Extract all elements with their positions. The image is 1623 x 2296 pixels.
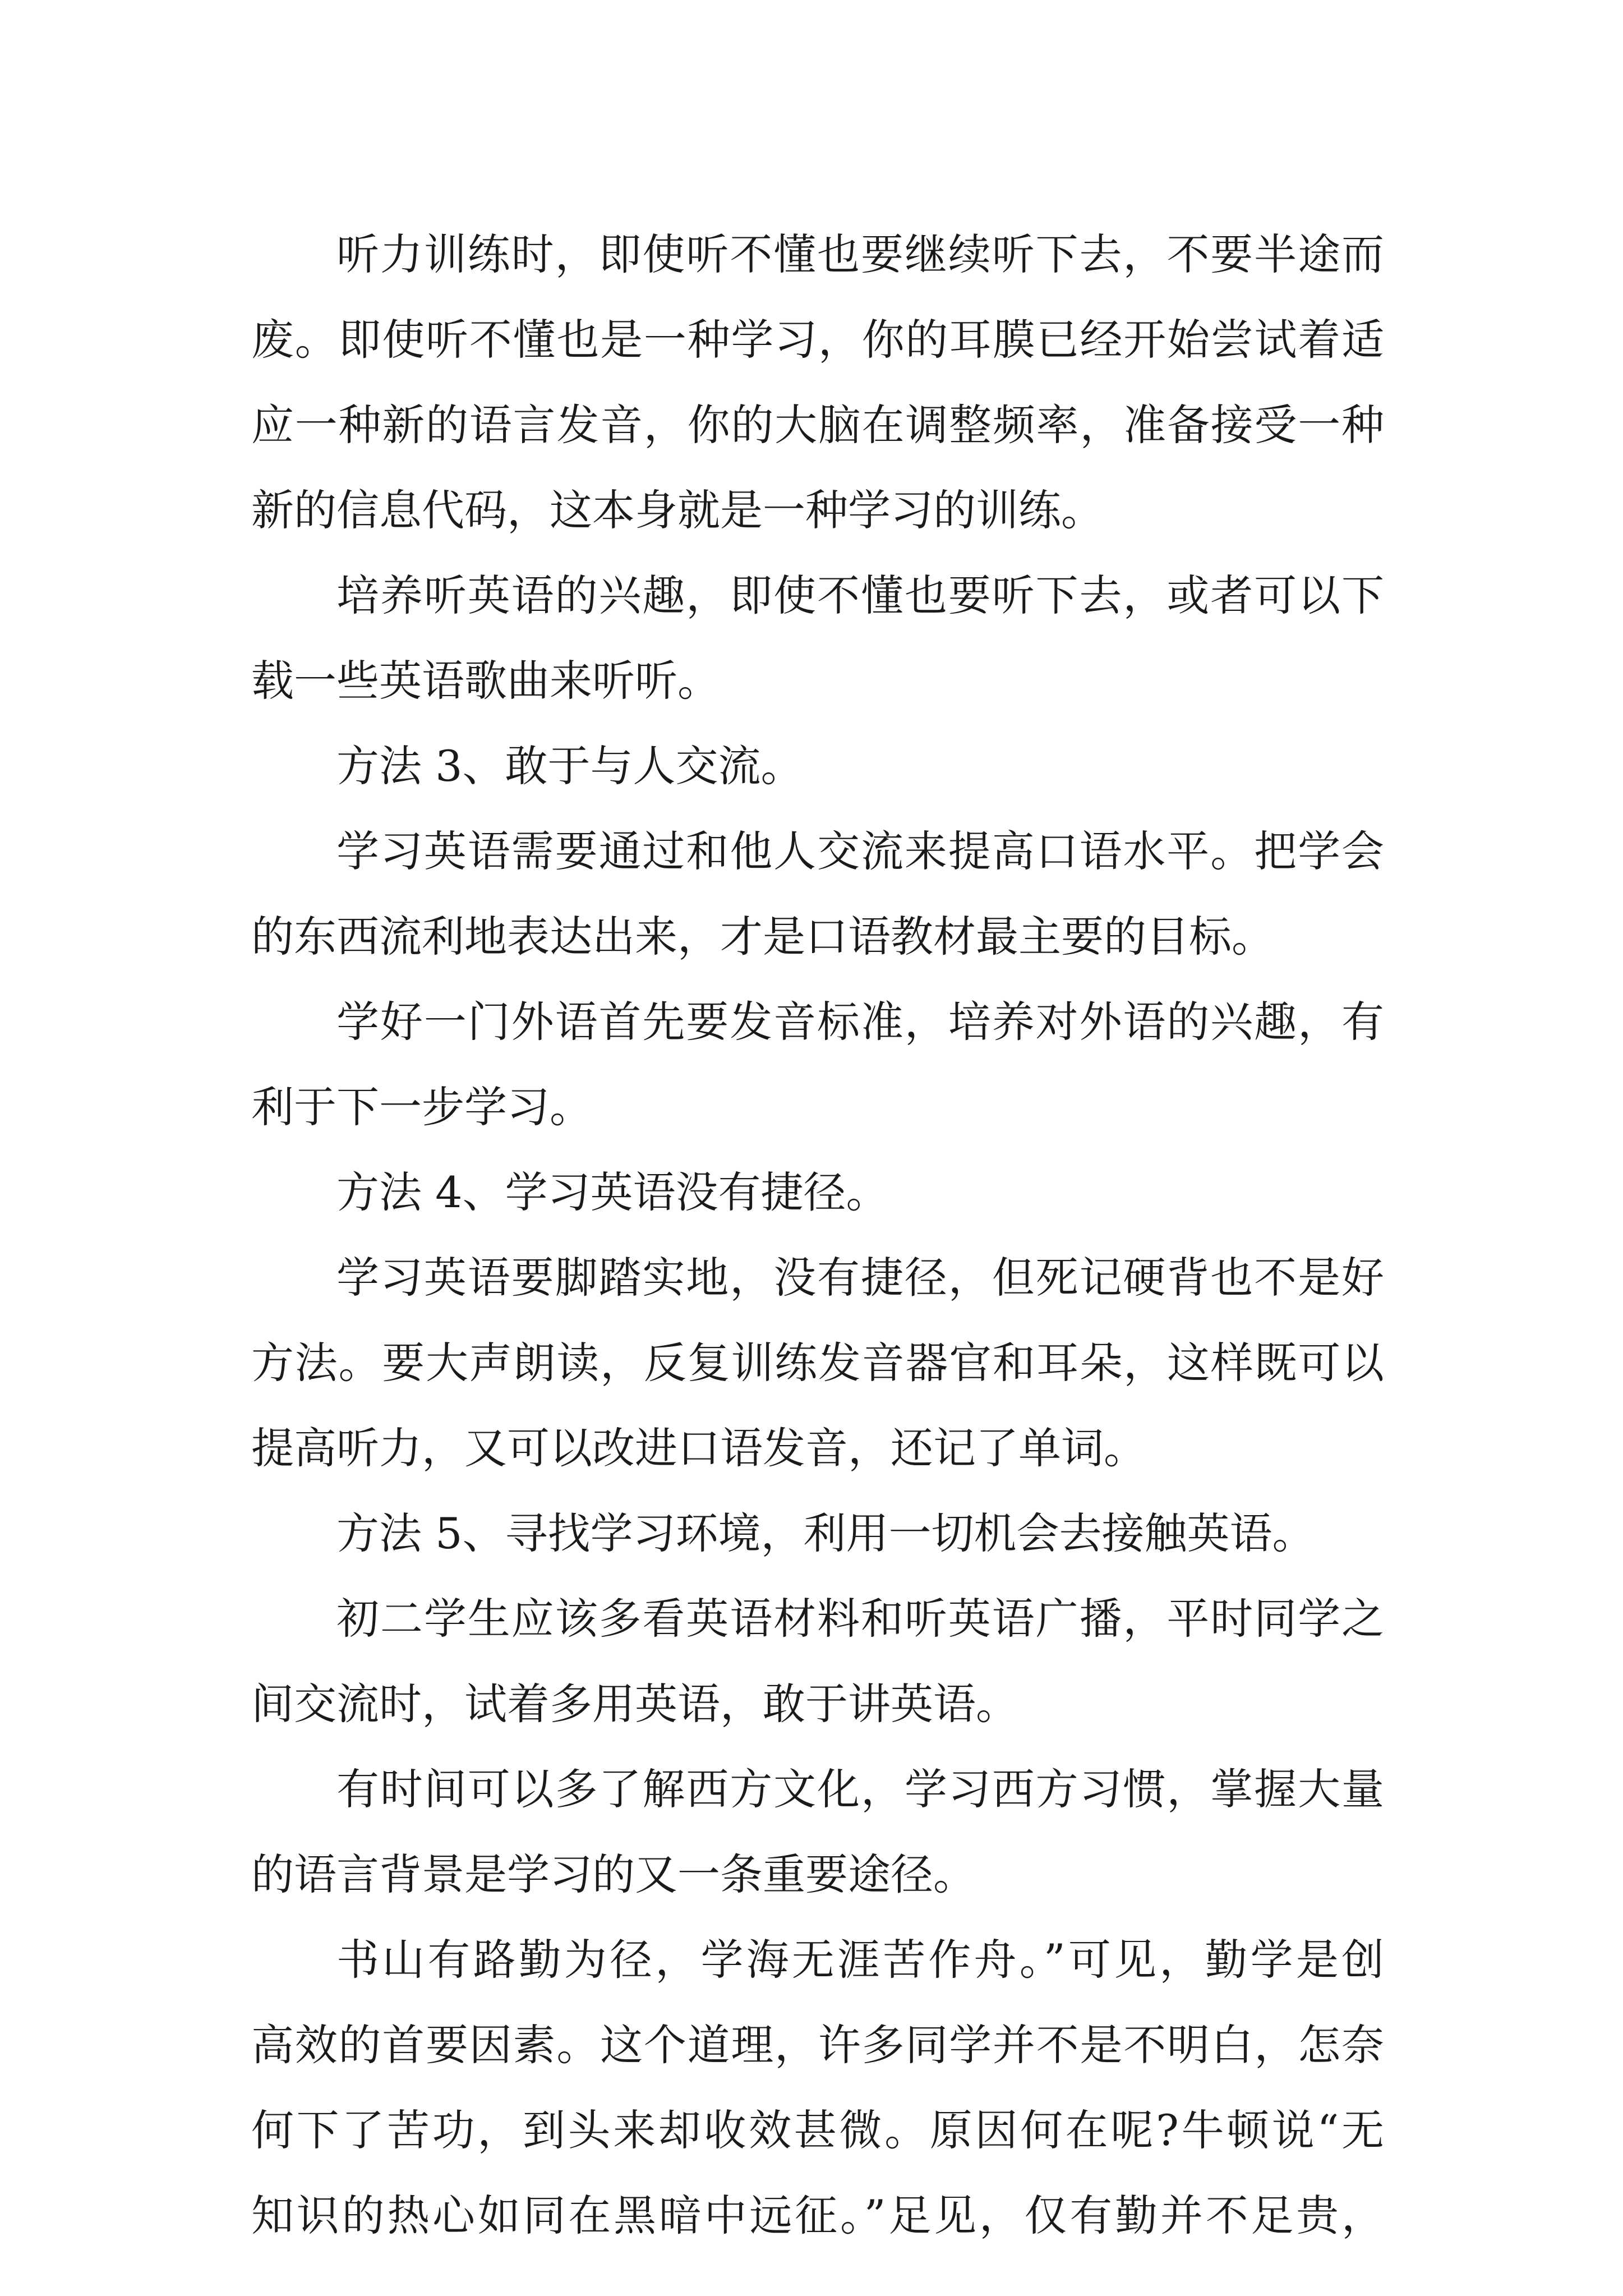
paragraph — [251, 1917, 1384, 2258]
paragraph — [251, 1747, 1384, 1917]
text-line: 培养听英语的兴趣，即使不懂也要听下去，或者可以下 — [336, 570, 1384, 620]
paragraph — [251, 1150, 1384, 1235]
text-line: 方法 5、寻找学习环境，利用一切机会去接触英语。 — [336, 1508, 1315, 1558]
text-line: 知识的热心如同在黑暗中远征。”足见，仅有勤并不足贵， — [251, 2191, 1384, 2240]
paragraph — [251, 979, 1384, 1150]
text-line: 的语言背景是学习的又一条重要途径。 — [251, 1849, 976, 1899]
paragraph — [251, 1491, 1384, 1576]
text-line: 方法 4、学习英语没有捷径。 — [336, 1167, 889, 1217]
document-body — [251, 212, 1384, 2258]
text-line: 利于下一步学习。 — [251, 1082, 592, 1132]
text-line: 书山有路勤为径，学海无涯苦作舟。”可见，勤学是创 — [336, 1935, 1384, 1985]
text-line: 有时间可以多了解西方文化，学习西方习惯，掌握大量 — [336, 1764, 1384, 1814]
text-line: 废。即使听不懂也是一种学习，你的耳膜已经开始尝试着适 — [251, 315, 1384, 365]
text-line: 学好一门外语首先要发音标准，培养对外语的兴趣，有 — [336, 997, 1384, 1047]
text-line: 何下了苦功，到头来却收效甚微。原因何在呢?牛顿说“无 — [251, 2105, 1384, 2155]
text-line: 应一种新的语言发音，你的大脑在调整频率，准备接受一种 — [251, 400, 1384, 450]
text-line: 学习英语需要通过和他人交流来提高口语水平。把学会 — [336, 826, 1384, 876]
text-line: 提高听力，又可以改进口语发音，还记了单词。 — [251, 1423, 1146, 1473]
text-line: 听力训练时，即使听不懂也要继续听下去，不要半途而 — [336, 229, 1384, 279]
paragraph — [251, 553, 1384, 724]
text-line: 学习英语要脚踏实地，没有捷径，但死记硬背也不是好 — [336, 1253, 1384, 1303]
text-line: 间交流时，试着多用英语，敢于讲英语。 — [251, 1679, 1018, 1729]
text-line: 初二学生应该多看英语材料和听英语广播，平时同学之 — [336, 1594, 1384, 1644]
text-line: 方法 3、敢于与人交流。 — [336, 741, 804, 791]
paragraph — [251, 212, 1384, 553]
text-line: 新的信息代码，这本身就是一种学习的训练。 — [251, 485, 1104, 535]
text-line: 的东西流利地表达出来，才是口语教材最主要的目标。 — [251, 912, 1274, 961]
text-line: 载一些英语歌曲来听听。 — [251, 656, 720, 706]
paragraph — [251, 1576, 1384, 1747]
text-line: 方法。要大声朗读，反复训练发音器官和耳朵，这样既可以 — [251, 1338, 1384, 1388]
paragraph — [251, 809, 1384, 979]
text-line: 高效的首要因素。这个道理，许多同学并不是不明白，怎奈 — [251, 2020, 1384, 2070]
paragraph — [251, 724, 1384, 809]
paragraph — [251, 1235, 1384, 1491]
